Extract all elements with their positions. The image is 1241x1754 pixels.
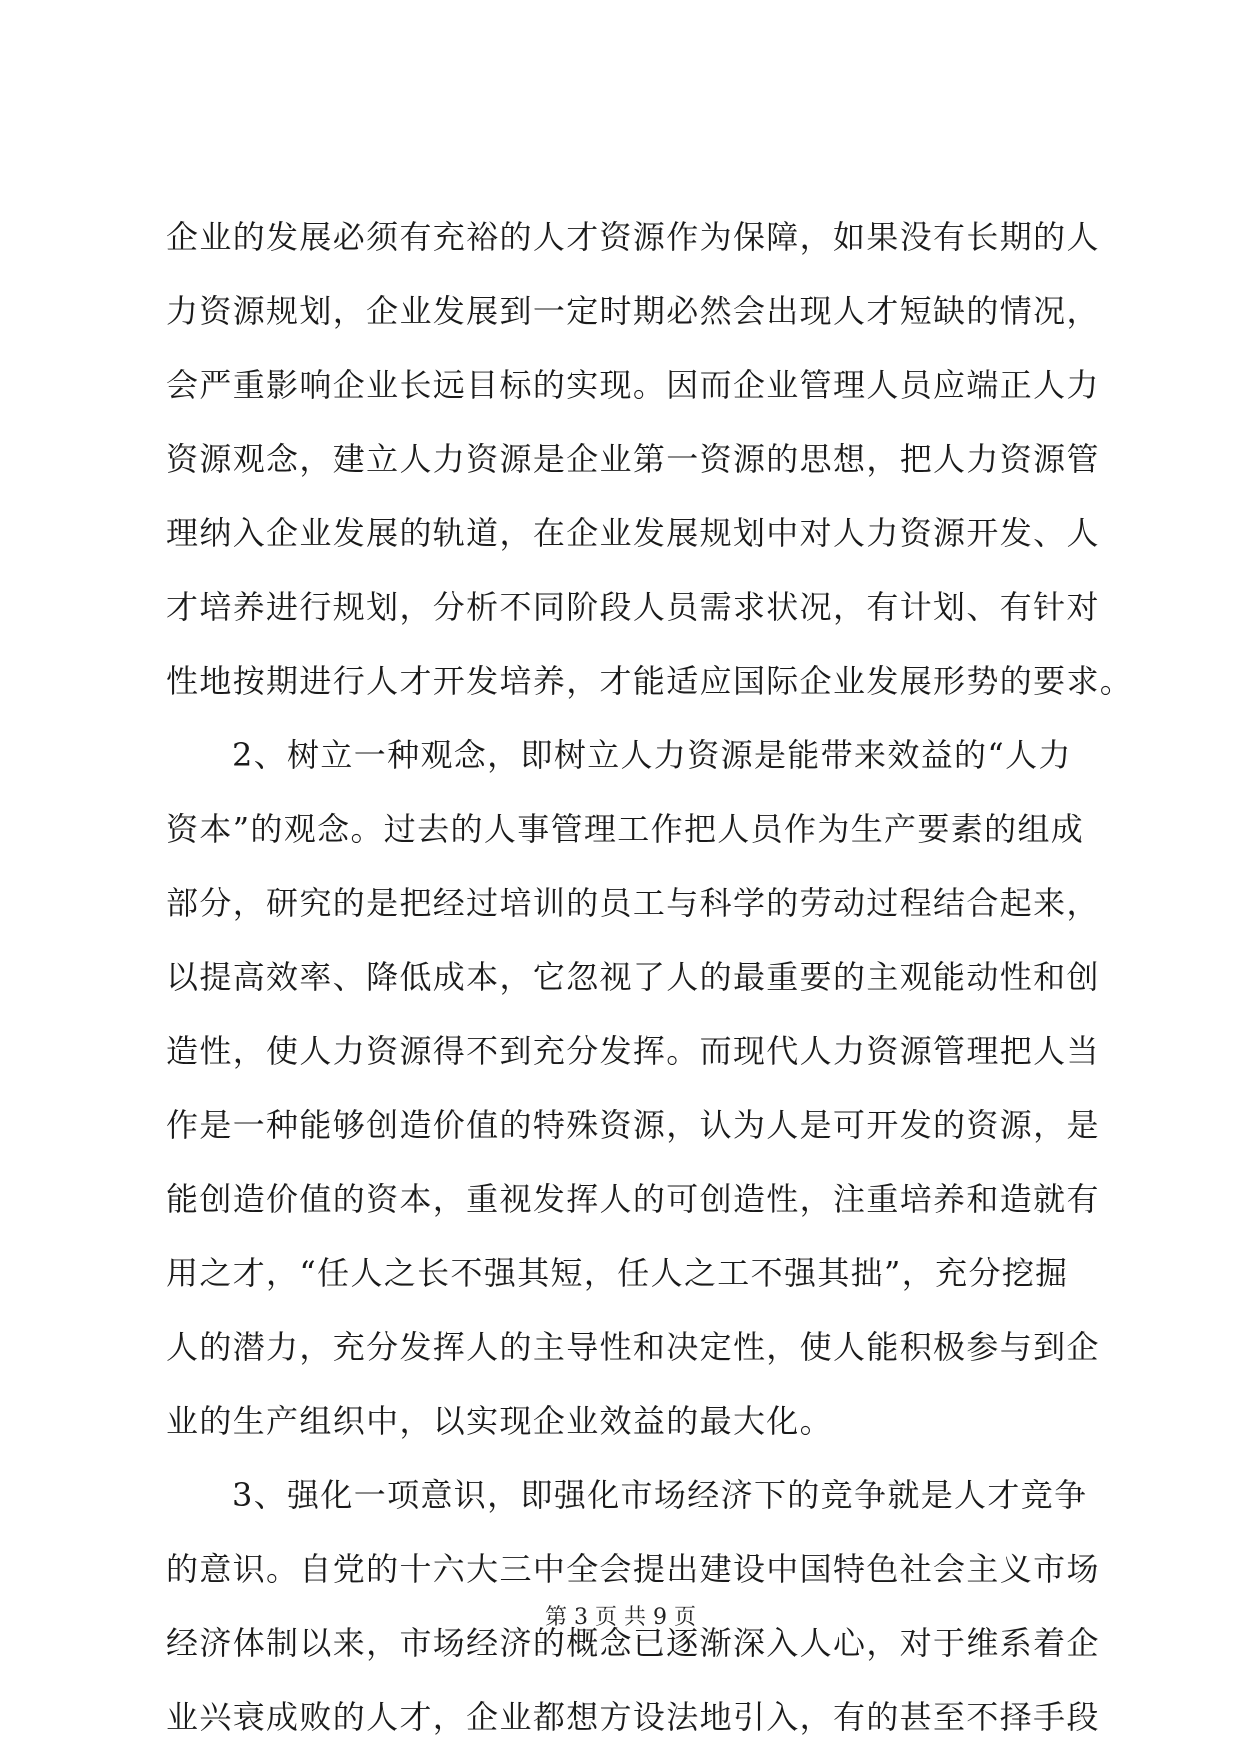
text-line: 才培养进行规划，分析不同阶段人员需求状况，有计划、有针对 [166,588,1100,626]
text-line: 部分，研究的是把经过培训的员工与科学的劳动过程结合起来， [166,884,1100,922]
text-line: 资本”的观念。过去的人事管理工作把人员作为生产要素的组成 [166,810,1085,848]
paragraph-start-line: 3、强化一项意识，即强化市场经济下的竞争就是人才竞争 [232,1476,1088,1514]
text-line: 的意识。自党的十六大三中全会提出建设中国特色社会主义市场 [166,1550,1100,1588]
text-line: 人的潜力，充分发挥人的主导性和决定性，使人能积极参与到企 [166,1328,1100,1366]
text-line: 以提高效率、降低成本，它忽视了人的最重要的主观能动性和创 [166,958,1100,996]
text-line: 性地按期进行人才开发培养，才能适应国际企业发展形势的要求。 [166,662,1134,700]
text-line: 会严重影响企业长远目标的实现。因而企业管理人员应端正人力 [166,366,1100,404]
text-line: 经济体制以来，市场经济的概念已逐渐深入人心，对于维系着企 [166,1624,1100,1662]
page-number-footer: 第 3 页 共 9 页 [545,1605,696,1630]
text-line: 业兴衰成败的人才，企业都想方设法地引入，有的甚至不择手段 [166,1698,1100,1736]
text-line: 理纳入企业发展的轨道，在企业发展规划中对人力资源开发、人 [166,514,1100,552]
text-line: 资源观念，建立人力资源是企业第一资源的思想，把人力资源管 [166,440,1100,478]
text-line: 造性，使人力资源得不到充分发挥。而现代人力资源管理把人当 [166,1032,1100,1070]
text-line: 力资源规划，企业发展到一定时期必然会出现人才短缺的情况， [166,292,1100,330]
text-line: 业的生产组织中，以实现企业效益的最大化。 [166,1402,834,1440]
text-line: 能创造价值的资本，重视发挥人的可创造性，注重培养和造就有 [166,1180,1100,1218]
text-line: 用之才，“任人之长不强其短，任人之工不强其拙”，充分挖掘 [166,1254,1069,1292]
text-line: 作是一种能够创造价值的特殊资源，认为人是可开发的资源，是 [166,1106,1100,1144]
text-line: 企业的发展必须有充裕的人才资源作为保障，如果没有长期的人 [166,218,1100,256]
paragraph-start-line: 2、树立一种观念，即树立人力资源是能带来效益的“人力 [232,736,1072,774]
